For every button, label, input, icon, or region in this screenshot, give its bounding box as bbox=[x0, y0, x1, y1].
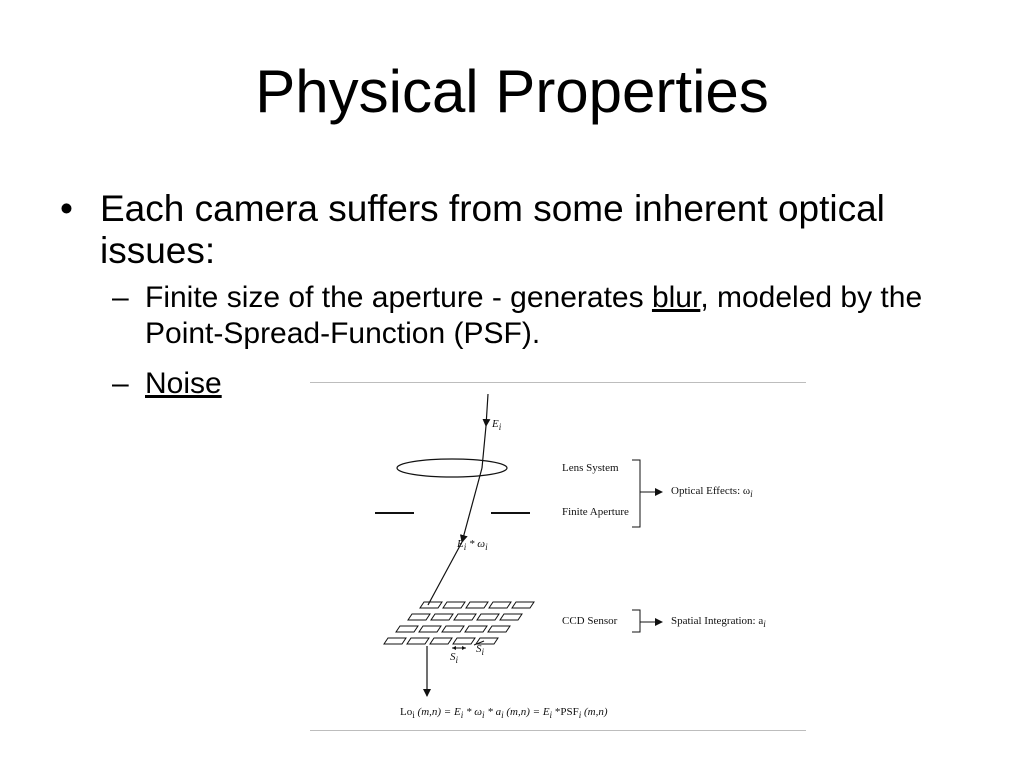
sub-bullet-marker: – bbox=[112, 281, 129, 314]
pitch-label-b: $S_i$ bbox=[476, 643, 485, 658]
optics-bracket bbox=[632, 460, 640, 527]
incident-ray-arrow bbox=[486, 394, 488, 426]
lens-ellipse bbox=[397, 459, 507, 477]
figure-drawing bbox=[310, 382, 806, 732]
sub-bullet-text bbox=[145, 280, 945, 352]
incident-ray bbox=[482, 426, 486, 468]
ccd-bracket bbox=[632, 610, 640, 632]
lens-system-label: Lens System bbox=[562, 462, 619, 474]
bullet-marker: • bbox=[60, 188, 73, 229]
output-equation: $Lo_i$ $(m,n) = E_i * \omega_i * a_i$ $(m,n) = E_i$ $*PSF_i$ (m,n) bbox=[400, 706, 608, 721]
noise-link[interactable]: Noise bbox=[145, 367, 222, 400]
ccd-grid bbox=[384, 602, 534, 644]
spatial-integration-label: Spatial Integration: $a_i$ bbox=[671, 615, 766, 630]
sub-bullet-text-post: , modeled by the Point-Spread-Function (PSF). bbox=[145, 281, 923, 350]
optical-effects-label: Optical Effects: $\omega_i$ bbox=[671, 485, 753, 500]
pitch-label-a: $S_i$ bbox=[450, 651, 459, 666]
finite-aperture-label: Finite Aperture bbox=[562, 506, 629, 518]
sub-bullet-text-pre: Finite size of the aperture - generates bbox=[145, 281, 652, 314]
incident-label: $E_i$ bbox=[492, 418, 502, 433]
camera-model-figure bbox=[310, 382, 806, 732]
refracted-ray-arrow bbox=[462, 468, 482, 542]
slide-title: Physical Properties bbox=[255, 58, 769, 125]
sub-bullet-marker: – bbox=[112, 367, 129, 400]
bullet-text: Each camera suffers from some inherent optical issues: bbox=[100, 188, 885, 271]
blur-link[interactable]: blur bbox=[651, 281, 701, 314]
ccd-sensor-label: CCD Sensor bbox=[562, 615, 618, 627]
blurred-label: $E_i * \omega_i$ bbox=[457, 538, 488, 553]
